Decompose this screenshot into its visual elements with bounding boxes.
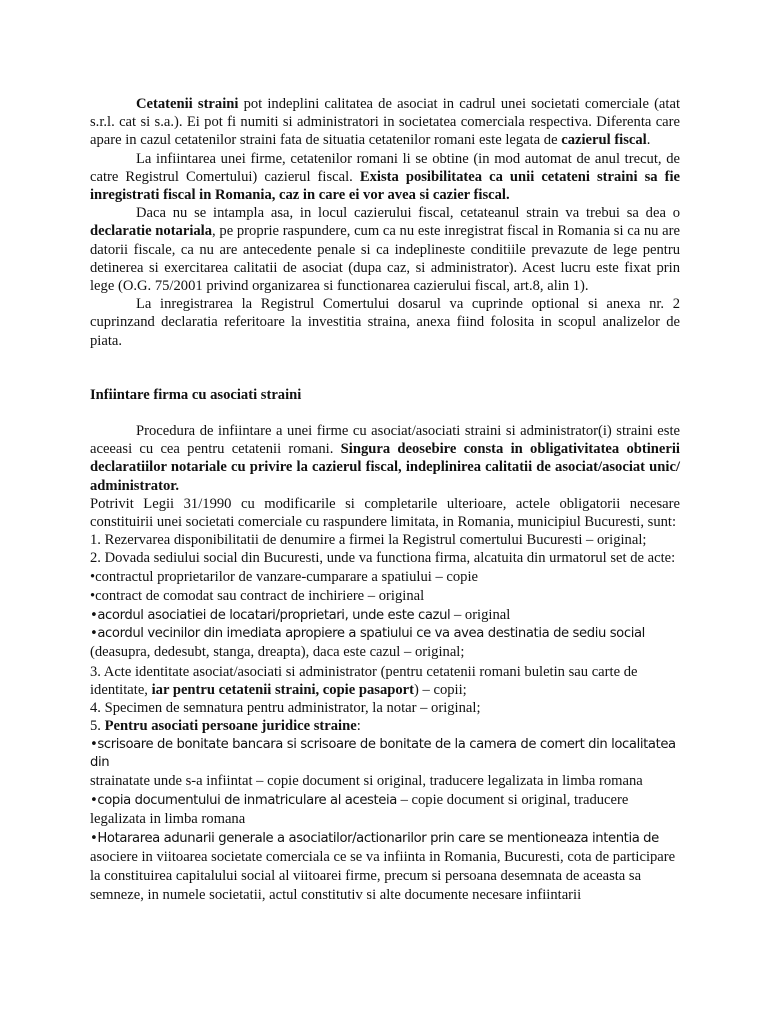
text: •contractul proprietarilor de vanzare-cumparare a spatiului – copie [90,568,479,585]
text: La infiintarea unei firme, cetatenilor romani li se obtine (in mod automat de anul trecut, de catre Registrul Comertului) cazierul fiscal. [90,150,680,185]
list-item-2: 2. Dovada sediului social din Bucuresti, unde va functiona firma, alcatuita din urmatorul set de acte: [90,550,676,567]
bold-text: declaratie notariala [90,223,213,240]
intro-paragraph-1 [90,95,680,150]
section-paragraph-2: Potrivit Legii 31/1990 cu modificarile si completarile ulterioare, actele obligatorii necesare constituirii unei societati comerciale cu raspundere limitata, in Romania, municipiul Bucuresti, sunt: [90,495,680,531]
list-item-5 [90,717,680,735]
bold-text: Pentru asociati persoane juridice straine [104,718,357,735]
intro-paragraph-3 [90,204,680,295]
section-paragraph-1 [90,422,680,495]
text: 5. [90,718,105,735]
text: (deasupra, dedesubt, stanga, dreapta), daca este cazul – original; [90,644,465,661]
text: Procedura de infiintare a unei firme cu asociat/asociati straini si administrator(i) straini este aceeasi cu cea pentru cetatenii romani. [90,423,680,458]
spacer [90,350,680,386]
bullet-item [90,625,680,662]
list-item-3 [90,663,680,699]
bullet-item [90,736,680,792]
document-page [90,95,680,905]
bold-text: Exista posibilitatea ca unii cetateni straini sa fie inregistrati fiscal in Romania, caz in care ei vor avea si cazier fiscal. [90,168,680,204]
bold-text: iar pentru cetatenii straini, copie pasaport [151,681,415,698]
intro-paragraph-2 [90,150,680,205]
bullet-item [90,606,680,625]
text: ) – copii; [414,681,467,698]
text: – original [364,587,425,604]
list-item-1: 1. Rezervarea disponibilitatii de denumire a firmei la Registrul comertului Bucuresti – original; [90,532,647,549]
text: Daca nu se intampla asa, in locul cazierului fiscal, cetateanul strain va trebui sa dea o [136,205,680,222]
text: •copia documentului de inmatriculare al acesteia [90,793,397,809]
text: . [646,132,651,149]
intro-paragraph-4: La inregistrarea la Registrul Comertului dosarul va cuprinde optional si anexa nr. 2 cuprinzand declaratia referitoare la investitia straina, anexa fiind folosita in scopul analizelor de piata. [90,296,680,349]
text: asociere in viitoarea societate comerciala ce se va infiinta in Romania, Bucuresti, cota de participare la constituirea capitalului social al viitoarei firme, precum si persoana desemnata de aceasta sa semneze, in numele societatii, actul constitutiv si alte documente necesare infiintarii [90,848,676,904]
section-heading: Infiintare firma cu asociati straini [90,386,302,403]
text: , pe proprie raspundere, cum ca nu este inregistrat fiscal in Romania si ca nu are datorii fiscale, ca nu are antecedente penale si ca indeplineste conditiile prevazute de lege pentru detinerea si exercitarea calitatii de asociat (dupa caz, si administrator). Acest lucru este fixat prin lege (O.G. 75/2001 privind organizarea si functionarea cazierului fiscal, art.8, alin 1). [90,223,680,295]
spacer [90,404,680,422]
bullet-item [90,587,680,606]
bullet-item [90,791,680,829]
text: 3. Acte identitate asociat/asociati si administrator (pentru cetatenii romani buletin sau carte de identitate, [90,663,638,698]
text: •Hotararea adunarii generale a asociatilor/actionarilor prin care se mentioneaza intentia de [90,830,659,846]
text: •acordul asociatiei de locatari/proprietari, unde este cazul [90,608,451,624]
text: : [356,718,361,735]
bold-text: Cetatenii straini [136,96,239,112]
text: strainatate unde s-a infiintat – copie document si original, traducere legalizata in limba romana [90,772,643,789]
bullet-item [90,830,680,906]
list-item-4: 4. Specimen de semnatura pentru administrator, la notar – original; [90,700,481,717]
text: pot indeplini calitatea de asociat in cadrul unei societati comerciale (atat s.r.l. cat si s.a.). Ei pot fi numiti si administratori in societatea comerciala respectiva. Diferenta care apare in cazul cetatenilor straini fata de situatia cetatenilor romani este legata de [90,96,680,149]
bullet-item [90,568,680,587]
text: •scrisoare de bonitate bancara si scrisoare de bonitate de la camera de comert din localitatea din [90,736,676,770]
text: •contract de comodat sau contract de inchiriere [90,587,365,604]
text: – original [450,607,511,624]
text: •acordul vecinilor din imediata apropiere a spatiului ce va avea destinatia de sediu social [90,626,645,642]
text: – copie document si original, traducere [396,792,629,809]
bold-text: Singura deosebire consta in obligativitatea obtinerii declaratiilor notariale cu privire la cazierul fiscal, indeplinirea calitatii de asociat/asociat unic/ administrator. [90,441,680,494]
bold-text: cazierul fiscal [561,132,647,149]
text: legalizata in limba romana [90,811,246,828]
